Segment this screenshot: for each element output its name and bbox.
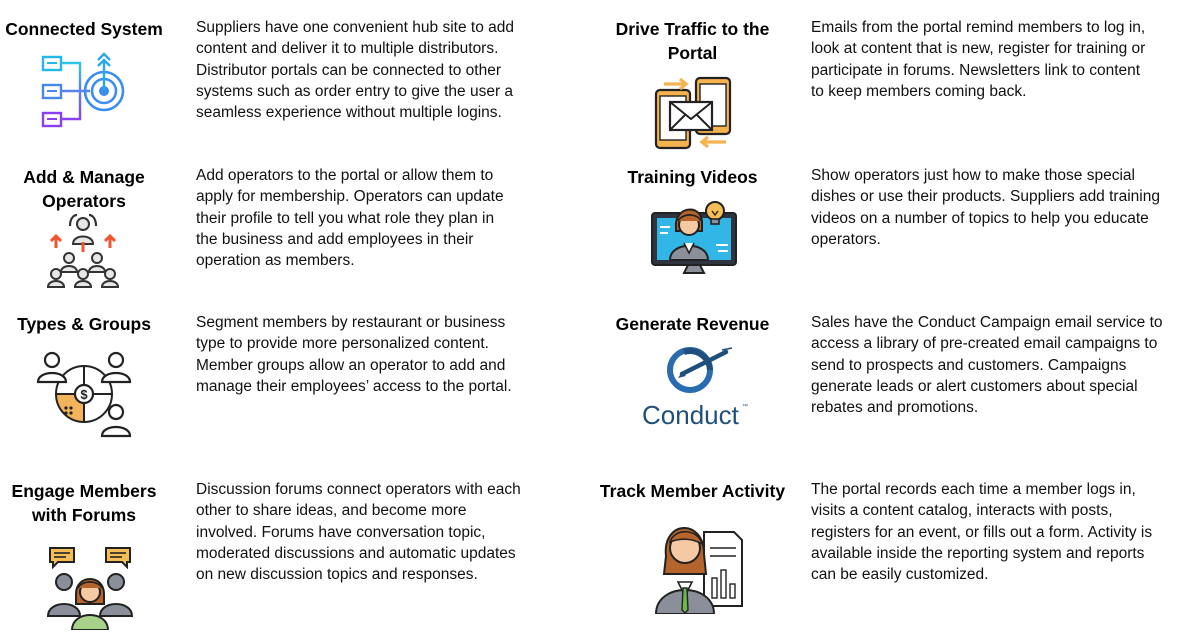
desc-line: Segment members by restaurant or business bbox=[196, 314, 506, 331]
title-line: Operators bbox=[42, 191, 126, 211]
desc-line: seamless experience without multiple logins. bbox=[196, 104, 502, 122]
feature-title bbox=[600, 312, 785, 336]
feature-description bbox=[811, 479, 1186, 585]
desc-line: on new discussion topics and responses. bbox=[196, 566, 478, 584]
desc-line: Member groups allow an operator to add and bbox=[196, 356, 506, 374]
title-line: Portal bbox=[667, 43, 718, 63]
title-line: Types & Groups bbox=[17, 314, 151, 334]
desc-line: access a library of pre-created email campaigns to bbox=[811, 335, 1158, 353]
desc-line: dishes or use their products. Suppliers add training bbox=[811, 188, 1160, 206]
feature-title bbox=[0, 479, 168, 527]
svg-text:$: $ bbox=[80, 387, 88, 402]
feature-title bbox=[0, 165, 168, 213]
title-line: Add & Manage bbox=[23, 167, 145, 187]
feature-title bbox=[0, 17, 168, 41]
feature-description bbox=[811, 312, 1186, 418]
desc-line: Emails from the portal remind members to log in, bbox=[811, 19, 1146, 36]
desc-line: participate in forums. Newsletters link to content bbox=[811, 61, 1141, 79]
feature-title bbox=[594, 479, 791, 503]
title-line: Drive Traffic to the bbox=[615, 19, 770, 39]
desc-line: systems such as order entry to give the user a bbox=[196, 82, 514, 100]
desc-line: Add operators to the portal or allow them to bbox=[196, 167, 494, 184]
email-phones-icon bbox=[652, 76, 738, 152]
training-monitor-icon bbox=[648, 197, 740, 277]
feature-description bbox=[196, 479, 556, 585]
desc-line: involved. Forums have conversation topic, bbox=[196, 523, 486, 541]
title-line: Training Videos bbox=[627, 167, 758, 187]
desc-line: send to prospects and customers. Campaigns bbox=[811, 356, 1127, 374]
desc-line: other to share ideas, and become more bbox=[196, 502, 467, 520]
forum-discussion-icon bbox=[44, 544, 136, 630]
title-line: Engage Members bbox=[11, 481, 157, 501]
desc-line: Discussion forums connect operators with each bbox=[196, 481, 521, 498]
conduct-logo bbox=[638, 346, 754, 432]
title-line: with Forums bbox=[31, 505, 137, 525]
desc-line: moderated discussions and automatic updates bbox=[196, 544, 516, 562]
title-line: Connected System bbox=[5, 19, 163, 39]
desc-line: manage their employees’ access to the portal. bbox=[196, 377, 512, 395]
desc-line: Distributor portals can be connected to other bbox=[196, 61, 502, 79]
desc-line: The portal records each time a member logs in, bbox=[811, 481, 1136, 498]
feature-title bbox=[0, 312, 168, 336]
desc-line: the business and add employees in their bbox=[196, 230, 474, 248]
feature-title bbox=[600, 165, 785, 189]
desc-line: Sales have the Conduct Campaign email service to bbox=[811, 314, 1163, 331]
desc-line: operation as members. bbox=[196, 252, 355, 270]
team-hierarchy-icon bbox=[44, 212, 122, 288]
desc-line: rebates and promotions. bbox=[811, 399, 979, 417]
desc-line: generate leads or alert customers about special bbox=[811, 377, 1138, 395]
desc-line: operators. bbox=[811, 230, 881, 248]
title-line: Generate Revenue bbox=[615, 314, 770, 334]
desc-line: videos on a number of topics to help you educate bbox=[811, 209, 1149, 227]
conduct-logo-text: Conduct bbox=[642, 400, 739, 430]
desc-line: Show operators just how to make those special bbox=[811, 167, 1135, 184]
feature-title bbox=[600, 17, 785, 65]
desc-line: available inside the reporting system and reports bbox=[811, 544, 1145, 562]
desc-line: type to provide more personalized content. bbox=[196, 335, 489, 353]
desc-line: apply for membership. Operators can update bbox=[196, 188, 504, 206]
feature-description bbox=[811, 165, 1186, 250]
segment-groups-icon bbox=[36, 346, 132, 442]
trademark-mark: ™ bbox=[742, 404, 748, 410]
member-report-icon bbox=[648, 514, 744, 614]
feature-description bbox=[196, 165, 556, 271]
feature-description bbox=[196, 312, 556, 397]
desc-line: look at content that is new, register for training or bbox=[811, 40, 1146, 58]
desc-line: can be easily customized. bbox=[811, 566, 989, 584]
feature-description bbox=[811, 17, 1186, 102]
connected-system-icon bbox=[40, 52, 136, 136]
desc-line: content and deliver it to multiple distributors. bbox=[196, 40, 499, 58]
desc-line: registers for an event, or fills out a form. Activity is bbox=[811, 523, 1153, 541]
desc-line: Suppliers have one convenient hub site to add bbox=[196, 19, 514, 36]
feature-description bbox=[196, 17, 556, 123]
desc-line: visits a content catalog, interacts with posts, bbox=[811, 502, 1113, 520]
title-line: Track Member Activity bbox=[599, 481, 786, 501]
desc-line: their profile to tell you what role they plan in bbox=[196, 209, 495, 227]
desc-line: to keep members coming back. bbox=[811, 82, 1027, 100]
